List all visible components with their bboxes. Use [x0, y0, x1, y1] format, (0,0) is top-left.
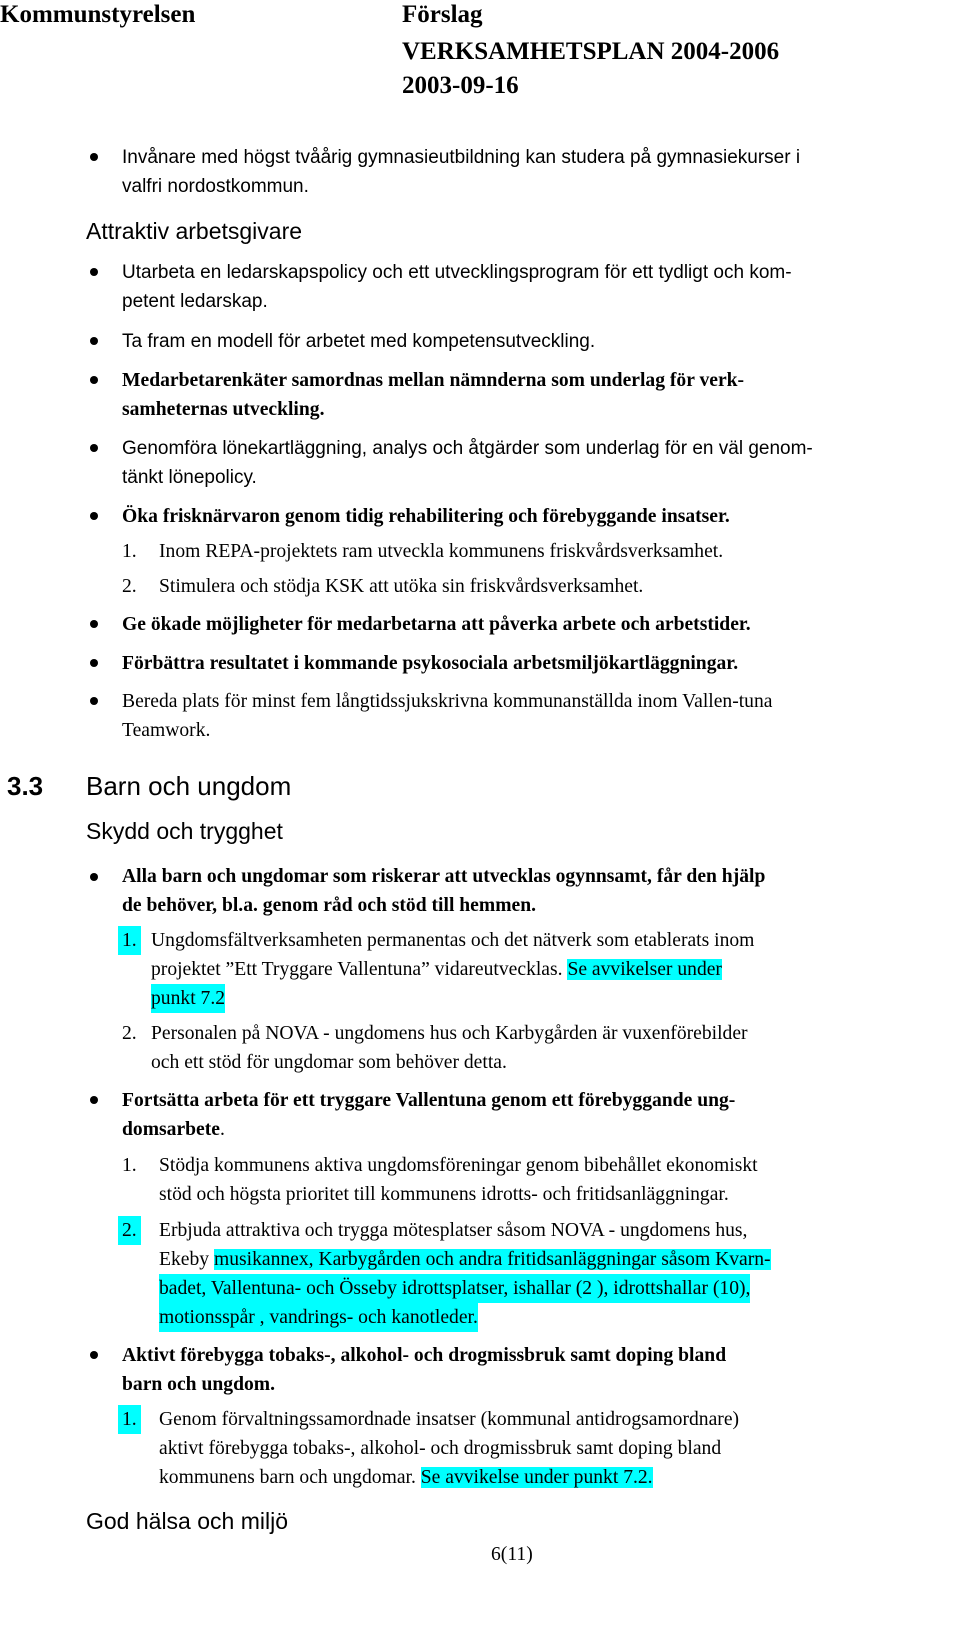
bullet-icon — [90, 376, 98, 384]
text-run: . — [219, 1119, 225, 1140]
bullet-icon — [90, 1351, 98, 1359]
text-run: Ekeby — [159, 1249, 210, 1270]
header-org: Kommunstyrelsen — [0, 1, 196, 28]
page-number: 6(11) — [491, 1544, 533, 1565]
highlight-text: musikannex, Karbygården och andra fritidsanläggningar såsom Kvarn- — [213, 1249, 771, 1270]
list-item-cont: barn och ungdom. — [122, 1374, 275, 1395]
list-number: 2. — [118, 1216, 141, 1245]
list-item-cont: petent ledarskap. — [122, 291, 268, 312]
list-item: Alla barn och ungdomar som riskerar att utvecklas ogynnsamt, får den hjälp — [122, 866, 766, 887]
header-status: Förslag — [402, 1, 483, 28]
highlight-ref: Se avvikelse under punkt 7.2. — [420, 1467, 653, 1488]
list-item: Genomföra lönekartläggning, analys och åtgärder som underlag för en väl genom- — [122, 438, 813, 459]
section-title: Barn och ungdom — [86, 771, 292, 801]
numbered-item: Inom REPA-projektets ram utveckla kommunens friskvårdsverksamhet. — [159, 541, 724, 562]
bullet-icon — [90, 873, 98, 881]
highlight-ref: Se avvikelser under — [567, 959, 722, 980]
numbered-item-cont: aktivt förebygga tobaks-, alkohol- och drogmissbruk samt doping bland — [159, 1438, 722, 1459]
list-item-cont: de behöver, bl.a. genom råd och stöd till hemmen. — [122, 895, 537, 916]
subheading-skydd: Skydd och trygghet — [86, 818, 283, 844]
list-item-cont: tänkt lönepolicy. — [122, 467, 257, 488]
list-item: Bereda plats för minst fem långtidssjukskrivna kommunanställda inom Vallen-tuna — [122, 691, 773, 712]
numbered-item-cont — [151, 955, 722, 984]
list-item-cont — [122, 1115, 225, 1144]
section-number: 3.3 — [7, 771, 44, 801]
list-item: Förbättra resultatet i kommande psykosociala arbetsmiljökartläggningar. — [122, 653, 739, 674]
highlight-text: motionsspår , vandrings- och kanotleder. — [159, 1303, 478, 1332]
numbered-item-cont: och ett stöd för ungdomar som behöver detta. — [151, 1052, 507, 1073]
header-title: VERKSAMHETSPLAN 2004-2006 — [402, 38, 780, 65]
list-item: Medarbetarenkäter samordnas mellan nämnderna som underlag för verk- — [122, 370, 745, 391]
list-item: Ge ökade möjligheter för medarbetarna att påverka arbete och arbetstider. — [122, 614, 751, 635]
numbered-item: Stimulera och stödja KSK att utöka sin friskvårdsverksamhet. — [159, 576, 644, 597]
numbered-item: Genom förvaltningssamordnade insatser (kommunal antidrogsamordnare) — [159, 1409, 740, 1430]
list-item: Fortsätta arbeta för ett tryggare Vallentuna genom ett förebyggande ung- — [122, 1090, 736, 1111]
list-item: Aktivt förebygga tobaks-, alkohol- och drogmissbruk samt doping bland — [122, 1345, 727, 1366]
list-item: Ta fram en modell för arbetet med kompetensutveckling. — [122, 331, 596, 352]
numbered-item-cont: stöd och högsta prioritet till kommunens idrotts- och fritidsanläggningar. — [159, 1184, 729, 1205]
bullet-icon — [90, 512, 98, 520]
list-item-cont: Teamwork. — [122, 720, 211, 741]
text-run: projektet ”Ett Tryggare Vallentuna” vidareutvecklas. — [151, 959, 563, 980]
list-item: Utarbeta en ledarskapspolicy och ett utvecklingsprogram för ett tydligt och kom- — [122, 262, 792, 283]
text-run: kommunens barn och ungdomar. — [159, 1467, 416, 1488]
list-number: 2. — [122, 576, 137, 597]
list-item-cont: samheternas utveckling. — [122, 399, 325, 420]
bullet-icon — [90, 153, 98, 161]
list-number: 2. — [122, 1023, 137, 1044]
numbered-item-cont — [159, 1463, 653, 1492]
highlight-text: badet, Vallentuna- och Össeby idrottsplatser, ishallar (2 ), idrottshallar (10), — [159, 1274, 750, 1303]
numbered-item: Ungdomsfältverksamheten permanentas och det nätverk som etablerats inom — [151, 930, 755, 951]
bullet-icon — [90, 444, 98, 452]
numbered-item: Stödja kommunens aktiva ungdomsföreningar genom bibehållet ekonomiskt — [159, 1155, 758, 1176]
list-item: Invånare med högst tvåårig gymnasieutbildning kan studera på gymnasiekurser i — [122, 147, 801, 168]
bullet-icon — [90, 620, 98, 628]
subheading-attraktiv: Attraktiv arbetsgivare — [86, 218, 303, 244]
subheading-god-halsa: God hälsa och miljö — [86, 1508, 288, 1534]
numbered-item-cont — [159, 1245, 771, 1274]
bullet-icon — [90, 697, 98, 705]
highlight-ref: punkt 7.2 — [151, 984, 225, 1013]
list-number: 1. — [118, 926, 141, 955]
list-number: 1. — [122, 541, 137, 562]
numbered-item: Erbjuda attraktiva och trygga mötesplatser såsom NOVA - ungdomens hus, — [159, 1220, 748, 1241]
bullet-icon — [90, 1096, 98, 1104]
list-number: 1. — [118, 1405, 141, 1434]
numbered-item: Personalen på NOVA - ungdomens hus och Karbygården är vuxenförebilder — [151, 1023, 748, 1044]
list-item: Öka frisknärvaron genom tidig rehabilitering och förebyggande insatser. — [122, 506, 730, 527]
list-item-cont: valfri nordostkommun. — [122, 176, 309, 197]
bullet-icon — [90, 337, 98, 345]
list-number: 1. — [122, 1155, 137, 1176]
bullet-icon — [90, 268, 98, 276]
text-run: domsarbete — [122, 1119, 220, 1140]
header-date: 2003-09-16 — [402, 72, 519, 99]
bullet-icon — [90, 659, 98, 667]
